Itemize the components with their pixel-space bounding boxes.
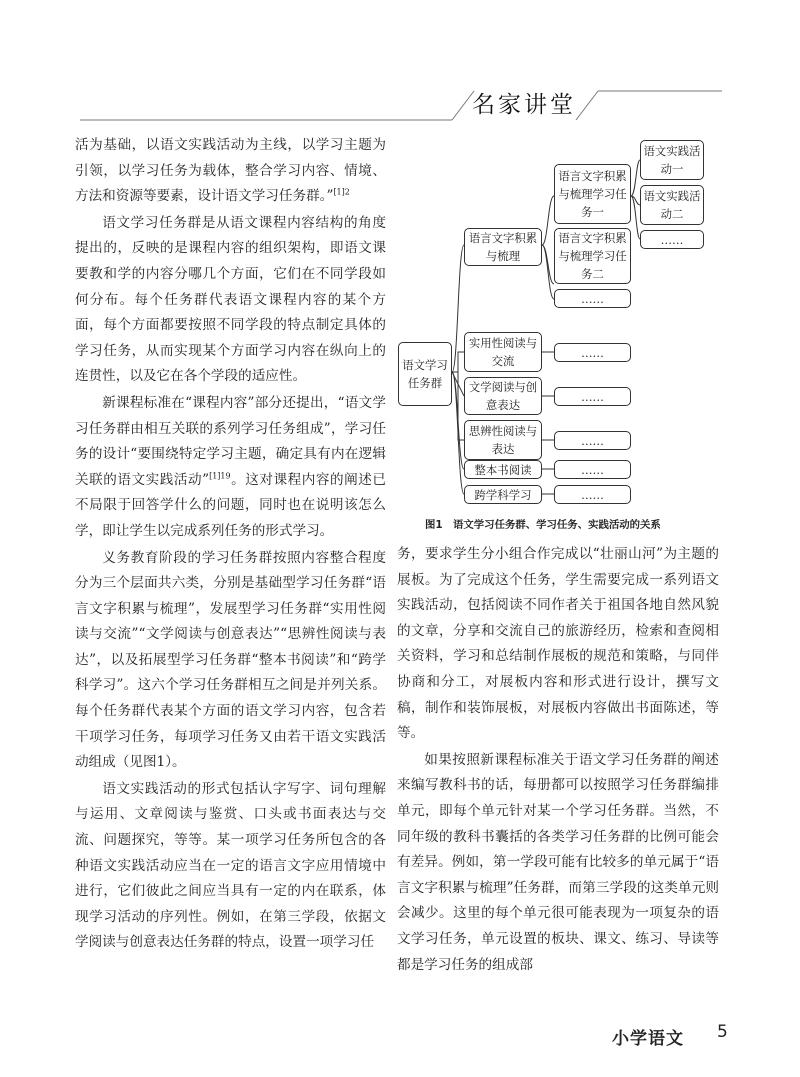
paragraph: 义务教育阶段的学习任务群按照内容整合程度分为三个层面共六类，分别是基础型学习任务群“语言文字积累与梳理”，发展型学习任务群“实用性阅读与交流”“文学阅读与创意表达”“思辨性阅读与表达”，以及拓展型学习任务群“整本书阅读”和“跨学科学习”。这六个学习任务群相互之间是并列关系。每个任务群代表某个方面的语文学习内容，包含若干项学习任务，每项学习任务又由若干语文实践活动组成（见图1）。 [75,549,386,771]
diagram-ellipsis-node: …… [554,460,631,479]
diagram-ellipsis-node: …… [554,485,631,504]
diagram-group-node: 实用性阅读与交流 [464,332,542,372]
page-number: 5 [717,1022,728,1042]
left-column [75,133,386,956]
paragraph: 语文学习任务群是从语文课程内容结构的角度提出的，反映的是课程内容的组织架构，即语文课要教和学的内容分哪几个方面，它们在不同学段如何分布。每个任务群代表语文课程内容的某个方面，每个方面都要按照不同学段的特点制定具体的学习任务，从而实现某个方面学习内容在纵向上的连贯性，以及它在各个学段的适应性。 [75,214,386,385]
diagram-root-node: 语文学习任务群 [398,342,452,406]
header-decoration [0,0,800,140]
diagram-activity-node: 语文实践活动一 [640,140,704,180]
citation-ref: [1]2 [333,187,350,197]
diagram-group-node: 跨学科学习 [464,485,542,504]
diagram-task-node: 语言文字积累与梳理学习任务二 [554,228,631,284]
diagram-ellipsis-node: …… [554,431,631,450]
figure-1-diagram [396,136,716,512]
diagram-group-node: 思辨性阅读与表达 [464,420,542,460]
diagram-ellipsis-node: …… [640,230,704,249]
paragraph: 活为基础，以语文实践活动为主线，以学习主题为引领，以学习任务为载体，整合学习内容、情境、方法和资源等要素，设计语文学习任务群。”$^{[1]2}$ [75,137,386,205]
diagram-task-node: 语言文字积累与梳理学习任务一 [554,164,631,224]
citation-ref: [1]19 [209,471,231,481]
paragraph: 新课程标准在“课程内容”部分还提出，“语文学习任务群由相互关联的系列学习任务组成”，学习任务的设计“要围绕特定学习主题，确定具有内在逻辑关联的语文实践活动”$^{[1]19}$。这对课程内容的阐述已不局限于回答学什么的问题，同时也在说明该怎么学，即让学生以完成系列任务的形式学习。 [75,394,387,539]
figure-caption: 图1 语文学习任务群、学习任务、实践活动的关系 [425,519,661,531]
diagram-ellipsis-node: …… [554,343,631,362]
diagram-ellipsis-node: …… [554,387,631,406]
diagram-group-node: 文学阅读与创意表达 [464,377,542,415]
diagram-ellipsis-node: …… [554,289,631,308]
journal-name: 小学语文 [612,1029,684,1049]
section-title: 名家讲堂 [472,92,576,118]
diagram-group-node: 整本书阅读 [464,460,542,479]
diagram-activity-node: 语文实践活动二 [640,185,704,225]
paragraph: 语文实践活动的形式包括认字写字、词句理解与运用、文章阅读与鉴赏、口头或书面表达与交流、问题探究，等等。某一项学习任务所包含的各种语文实践活动应当在一定的语言文字应用情境中进行，它们彼此之间应当具有一定的内在联系，体现学习活动的序列性。例如，在第三学段，依据文学阅读与创意表达任务群的特点，设置一项学习任 [75,780,386,951]
paragraph: 务，要求学生分小组合作完成以“壮丽山河”为主题的展板。为了完成这个任务，学生需要完成一系列语文实践活动，包括阅读不同作者关于祖国各地自然风貌的文章，分享和交流自己的旅游经历，检索和查阅相关资料，学习和总结制作展板的规范和策略，与同伴协商和分工，对展板内容和形式进行设计，撰写文稿，制作和装饰展板，对展板内容做出书面陈述，等等。 [397,546,719,742]
paragraph: 如果按照新课程标准关于语文学习任务群的阐述来编写教科书的话，每册都可以按照学习任务群编排单元，即每个单元针对某一个学习任务群。当然，不同年级的教科书囊括的各类学习任务群的比例可能会有差异。例如，第一学段可能有比较多的单元属于“语言文字积累与梳理”任务群，而第三学段的这类单元则会减少。这里的每个单元很可能表现为一项复杂的语文学习任务，单元设置的板块、课文、练习、导读等都是学习任务的组成部 [397,751,719,973]
diagram-group-node: 语言文字积累与梳理 [464,228,542,266]
right-column [397,542,719,978]
